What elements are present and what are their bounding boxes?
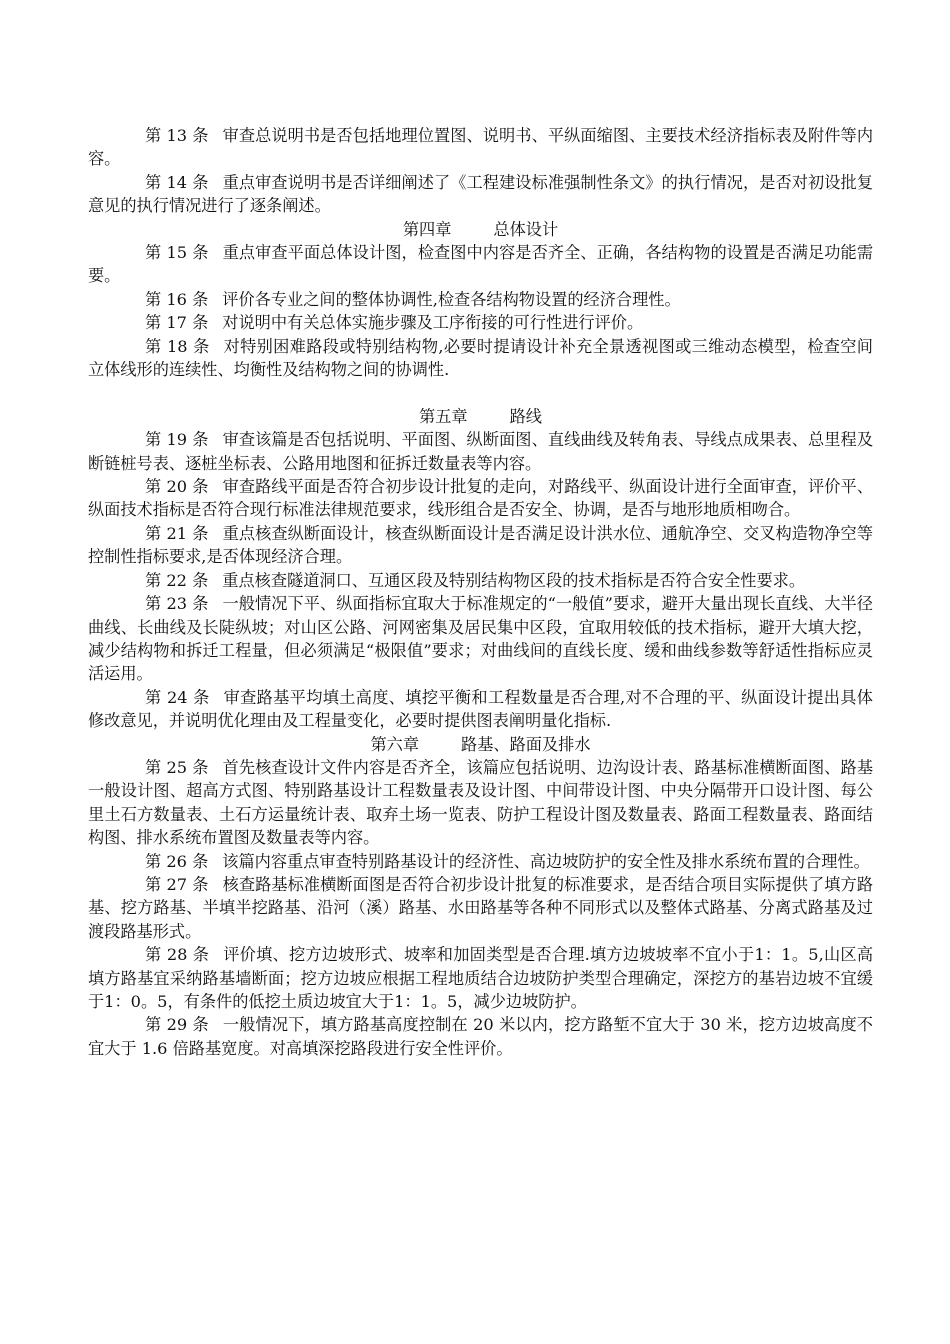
article-paragraph [88, 850, 873, 873]
article-text: 一般情况下，填方路基高度控制在 20 米以内，挖方路堑不宜大于 30 米，挖方边坡高度不宜大于 1.6 倍路基宽度。对高填深挖路段进行安全性评价。 [88, 1015, 873, 1058]
chapter-number: 第四章 [402, 219, 452, 239]
article-text: 核查路基标准横断面图是否符合初步设计批复的标准要求，是否结合项目实际提供了填方路基、挖方路基、半填半挖路基、沿河（溪）路基、水田路基等各种不同形式以及整体式路基、分离式路基及过渡段路基形式。 [88, 874, 874, 941]
article-text: 重点核查隧道洞口、互通区段及特别结构物区段的技术指标是否符合安全性要求。 [222, 570, 806, 590]
article-number: 第 15 条 [145, 243, 209, 263]
article-number: 第 13 条 [145, 126, 209, 145]
article-number: 第 19 条 [145, 430, 209, 450]
article-paragraph [88, 943, 873, 1013]
article-number: 第 21 条 [145, 523, 209, 543]
article-paragraph [88, 756, 873, 850]
article-text: 对说明中有关总体实施步骤及工序衔接的可行性进行评价。 [222, 313, 644, 333]
chapter-title: 总体设计 [493, 219, 559, 239]
article-text: 对特别困难路段或特别结构物,必要时提请设计补充全景透视图或三维动态模型，检查空间立体线形的连续性、均衡性及结构物之间的协调性. [88, 336, 873, 380]
chapter-heading [88, 733, 873, 756]
article-text: 该篇内容重点审查特别路基设计的经济性、高边坡防护的安全性及排水系统布置的合理性。 [222, 851, 870, 871]
article-paragraph [88, 592, 873, 686]
article-paragraph [88, 569, 873, 592]
article-paragraph [88, 475, 873, 522]
chapter-title: 路线 [509, 406, 542, 426]
article-number: 第 18 条 [145, 336, 210, 356]
article-paragraph [88, 241, 873, 288]
article-paragraph [88, 124, 873, 171]
article-text: 审查该篇是否包括说明、平面图、纵断面图、直线曲线及转角表、导线点成果表、总里程及断链桩号表、逐桩坐标表、公路用地图和征拆迁数量表等内容。 [88, 430, 874, 473]
article-number: 第 14 条 [145, 172, 209, 192]
article-number: 第 28 条 [145, 945, 210, 965]
article-paragraph [88, 1013, 873, 1060]
article-text: 审查总说明书是否包括地理位置图、说明书、平纵面缩图、主要技术经济指标表及附件等内容。 [88, 126, 874, 169]
article-text: 一般情况下平、纵面指标宜取大于标准规定的“一般值”要求，避开大量出现长直线、大半径曲线、长曲线及长陡纵坡；对山区公路、河网密集及居民集中区段，宜取用较低的技术指标，避开大填大挖，减少结构物和拆迁工程量，但必须满足“极限值”要求；对曲线间的直线长度、缓和曲线参数等舒适性指标应灵活运用。 [88, 594, 873, 684]
article-text: 审查路线平面是否符合初步设计批复的走向，对路线平、纵面设计进行全面审查，评价平、纵面技术指标是否符合现行标准法律规范要求，线形组合是否安全、协调，是否与地形地质相吻合。 [88, 477, 874, 520]
article-number: 第 23 条 [145, 594, 209, 614]
article-paragraph [88, 686, 873, 733]
article-number: 第 16 条 [145, 289, 209, 309]
article-paragraph [88, 873, 873, 943]
chapter-title: 路基、路面及排水 [461, 734, 591, 754]
article-text: 重点审查说明书是否详细阐述了《工程建设标准强制性条文》的执行情况，是否对初设批复意见的执行情况进行了逐条阐述。 [88, 172, 874, 216]
chapter-number: 第六章 [370, 734, 420, 754]
article-paragraph [88, 311, 873, 334]
article-text: 审查路基平均填土高度、填挖平衡和工程数量是否合理,对不合理的平、纵面设计提出具体修改意见，并说明优化理由及工程量变化，必要时提供图表阐明量化指标. [88, 687, 873, 731]
article-text: 重点核查纵断面设计，核查纵断面设计是否满足设计洪水位、通航净空、交叉构造物净空等控制性指标要求,是否体现经济合理。 [88, 523, 874, 567]
article-text: 首先核查设计文件内容是否齐全，该篇应包括说明、边沟设计表、路基标准横断面图、路基一般设计图、超高方式图、特别路基设计工程数量表及设计图、中间带设计图、中央分隔带开口设计图、每公里土石方数量表、土石方运量统计表、取弃土场一览表、防护工程设计图及数量表、路面工程数量表、路面结构图、排水系统布置图及数量表等内容。 [88, 757, 874, 848]
article-number: 第 24 条 [145, 687, 210, 707]
blank-line [88, 381, 873, 404]
article-number: 第 25 条 [145, 757, 209, 777]
article-number: 第 20 条 [145, 477, 209, 497]
article-text: 评价各专业之间的整体协调性,检查各结构物设置的经济合理性。 [222, 289, 681, 309]
chapter-heading [88, 405, 873, 428]
article-number: 第 27 条 [145, 874, 209, 894]
article-paragraph [88, 171, 873, 218]
chapter-number: 第五章 [419, 406, 468, 426]
article-paragraph [88, 335, 873, 382]
article-text: 评价填、挖方边坡形式、坡率和加固类型是否合理.填方边坡坡率不宜小于1：1。5,山区高填方路基宜采纳路基墙断面；挖方边坡应根据工程地质结合边坡防护类型合理确定，深挖方的基岩边坡不宜缓于1：0。5，有条件的低挖土质边坡宜大于1：1。5，减少边坡防护。 [88, 945, 874, 1012]
article-number: 第 17 条 [145, 313, 209, 333]
article-paragraph [88, 428, 873, 475]
article-paragraph [88, 522, 873, 569]
chapter-heading [88, 218, 873, 241]
article-number: 第 29 条 [145, 1015, 209, 1035]
article-text: 重点审查平面总体设计图，检查图中内容是否齐全、正确，各结构物的设置是否满足功能需要。 [88, 243, 874, 286]
article-number: 第 26 条 [145, 851, 209, 871]
article-number: 第 22 条 [145, 570, 209, 590]
article-paragraph [88, 288, 873, 311]
document-page [88, 124, 873, 1060]
